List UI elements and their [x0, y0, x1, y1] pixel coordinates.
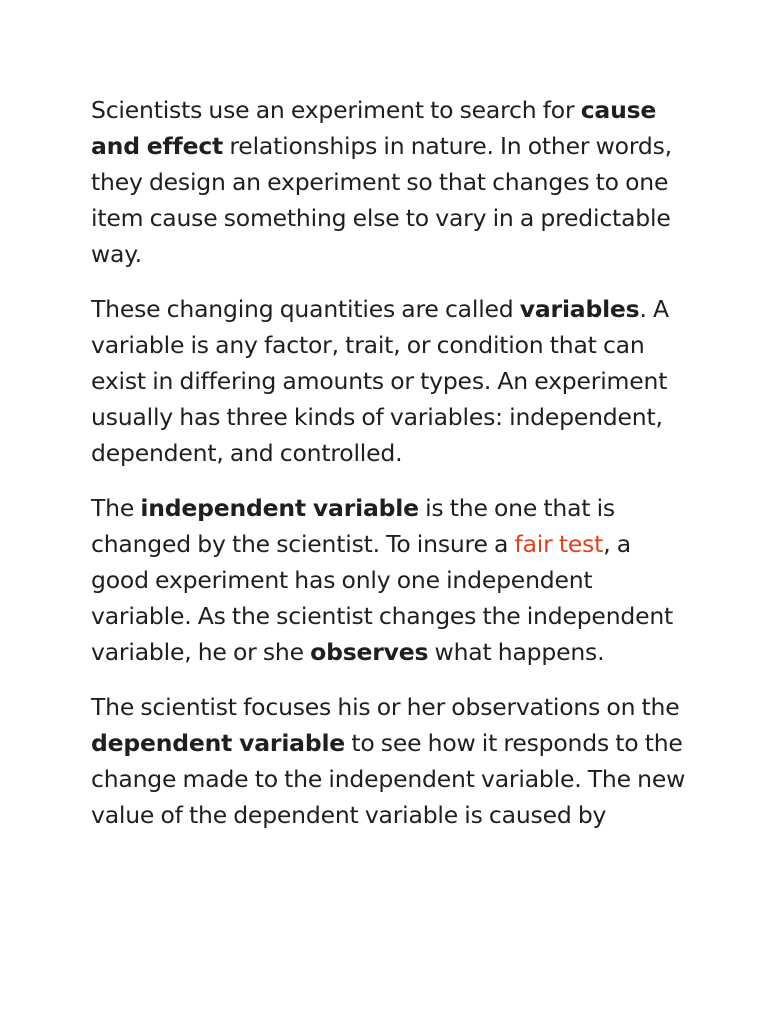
paragraph-text: what happens.: [428, 638, 605, 666]
paragraph-text: The scientist focuses his or her observations on the: [91, 693, 680, 721]
paragraph-text: The: [91, 494, 141, 522]
paragraph-text: These changing quantities are called: [91, 295, 520, 323]
term-cause-and-effect: cause and effect: [91, 96, 657, 160]
paragraph-variables: [91, 291, 691, 471]
paragraph-text: , a good experiment has only one independent variable. As the scientist changes the independent variable, he or she: [91, 530, 674, 666]
term-independent-variable: independent variable: [140, 494, 419, 522]
paragraph-dependent-variable: [91, 689, 691, 833]
document-body: [91, 92, 691, 852]
paragraph-text: to see how it responds to the change made to the independent variable. The new value of the dependent variable is caused by: [91, 729, 686, 829]
paragraph-text: . A variable is any factor, trait, or condition that can exist in differing amounts or types. An experiment usually has three kinds of variables: independent, dependent, and controlled.: [91, 295, 669, 467]
paragraph-text: relationships in nature. In other words, they design an experiment so that changes to one item cause something else to vary in a predictable way.: [91, 132, 672, 268]
term-dependent-variable: dependent variable: [91, 729, 346, 757]
term-variables: variables: [519, 295, 640, 323]
term-observes: observes: [310, 638, 429, 666]
fair-test-link[interactable]: fair test: [514, 530, 604, 558]
paragraph-cause-and-effect: [91, 92, 691, 272]
paragraph-independent-variable: [91, 490, 691, 670]
paragraph-text: is the one that is changed by the scientist. To insure a: [91, 494, 615, 558]
paragraph-text: Scientists use an experiment to search for: [91, 96, 581, 124]
